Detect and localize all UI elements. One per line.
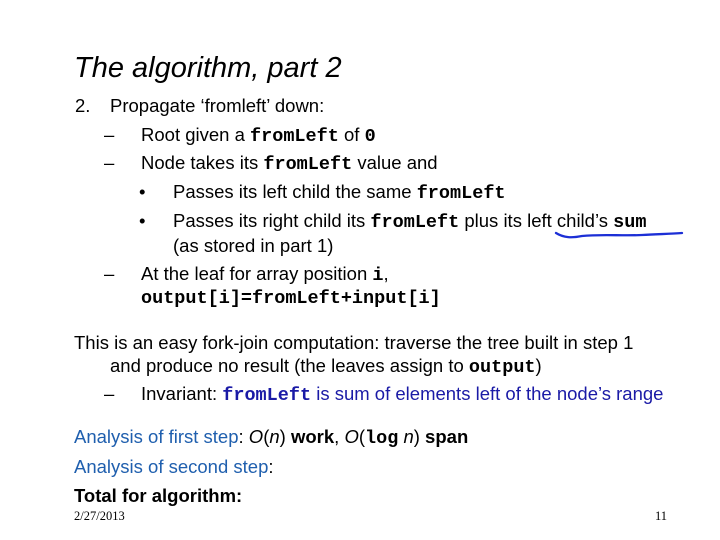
page-number: 11 xyxy=(655,509,668,523)
code-fromleft: fromLeft xyxy=(416,183,506,204)
analysis-first-step xyxy=(74,425,468,451)
paren-n: (n) xyxy=(263,426,286,447)
comma: , xyxy=(334,426,345,447)
step-text: Propagate ‘fromleft’ down: xyxy=(110,95,325,116)
big-o: O xyxy=(344,426,359,447)
root-item-middle: of xyxy=(338,124,365,145)
slide-title: The algorithm, part 2 xyxy=(74,52,342,84)
root-item-prefix: Root given a xyxy=(141,124,251,145)
invariant-label: Invariant: xyxy=(141,383,223,404)
analysis-second-step xyxy=(74,455,274,479)
dash-marker: – xyxy=(104,152,115,173)
node-item-prefix: Node takes its xyxy=(141,152,264,173)
code-sum: sum xyxy=(613,212,647,233)
paren-close: ) xyxy=(413,426,420,447)
right-bullet-prefix: Passes its right child its xyxy=(173,210,371,231)
code-i: i xyxy=(372,265,384,286)
code-zero: 0 xyxy=(364,126,376,147)
paragraph-line2 xyxy=(110,354,542,380)
work-label: work xyxy=(285,426,335,447)
code-fromleft: fromLeft xyxy=(222,385,312,406)
analysis-second-label: Analysis of second step xyxy=(74,456,269,477)
code-fromleft: fromLeft xyxy=(370,212,460,233)
paragraph-line2-suffix: ) xyxy=(535,355,542,376)
node-item-suffix: value and xyxy=(352,152,438,173)
bullet-marker: • xyxy=(139,210,146,231)
left-bullet-prefix: Passes its left child the same xyxy=(173,181,417,202)
code-output: output xyxy=(468,357,536,378)
right-bullet-line2: (as stored in part 1) xyxy=(173,235,334,256)
span-label: span xyxy=(419,426,469,447)
invariant-text: is sum of elements left of the node’s range xyxy=(311,383,664,404)
node-item xyxy=(141,151,438,177)
leaf-item xyxy=(141,262,389,288)
colon: : xyxy=(238,426,249,447)
left-childs-text: left child’s xyxy=(527,210,614,231)
paren-open: ( xyxy=(358,426,365,447)
bullet-marker: • xyxy=(139,181,146,202)
output-formula: output[i]=fromLeft+input[i] xyxy=(141,288,441,309)
dash-marker: – xyxy=(104,124,115,145)
code-fromleft: fromLeft xyxy=(250,126,339,147)
dash-marker: – xyxy=(104,263,115,284)
paragraph-line1: This is an easy fork-join computation: traverse the tree built in step 1 xyxy=(74,332,634,353)
var-n: n xyxy=(398,426,414,447)
paragraph-line2-prefix: and produce no result (the leaves assign to xyxy=(110,355,469,376)
invariant-item xyxy=(141,382,663,408)
step-number: 2. xyxy=(75,95,91,116)
root-item xyxy=(141,123,376,149)
right-bullet-middle: plus its xyxy=(459,210,528,231)
analysis-first-label: Analysis of first step xyxy=(74,426,239,447)
handwritten-underline xyxy=(552,226,687,242)
code-fromleft: fromLeft xyxy=(263,154,353,175)
leaf-item-suffix: , xyxy=(383,263,389,284)
dash-marker: – xyxy=(104,383,115,404)
footer-date: 2/27/2013 xyxy=(74,509,125,523)
total-label: Total for algorithm: xyxy=(74,485,243,506)
big-o: O xyxy=(248,426,264,447)
leaf-item-prefix: At the leaf for array position xyxy=(141,263,373,284)
code-log: log xyxy=(365,428,399,449)
left-child-bullet xyxy=(173,180,506,206)
colon: : xyxy=(268,456,274,477)
